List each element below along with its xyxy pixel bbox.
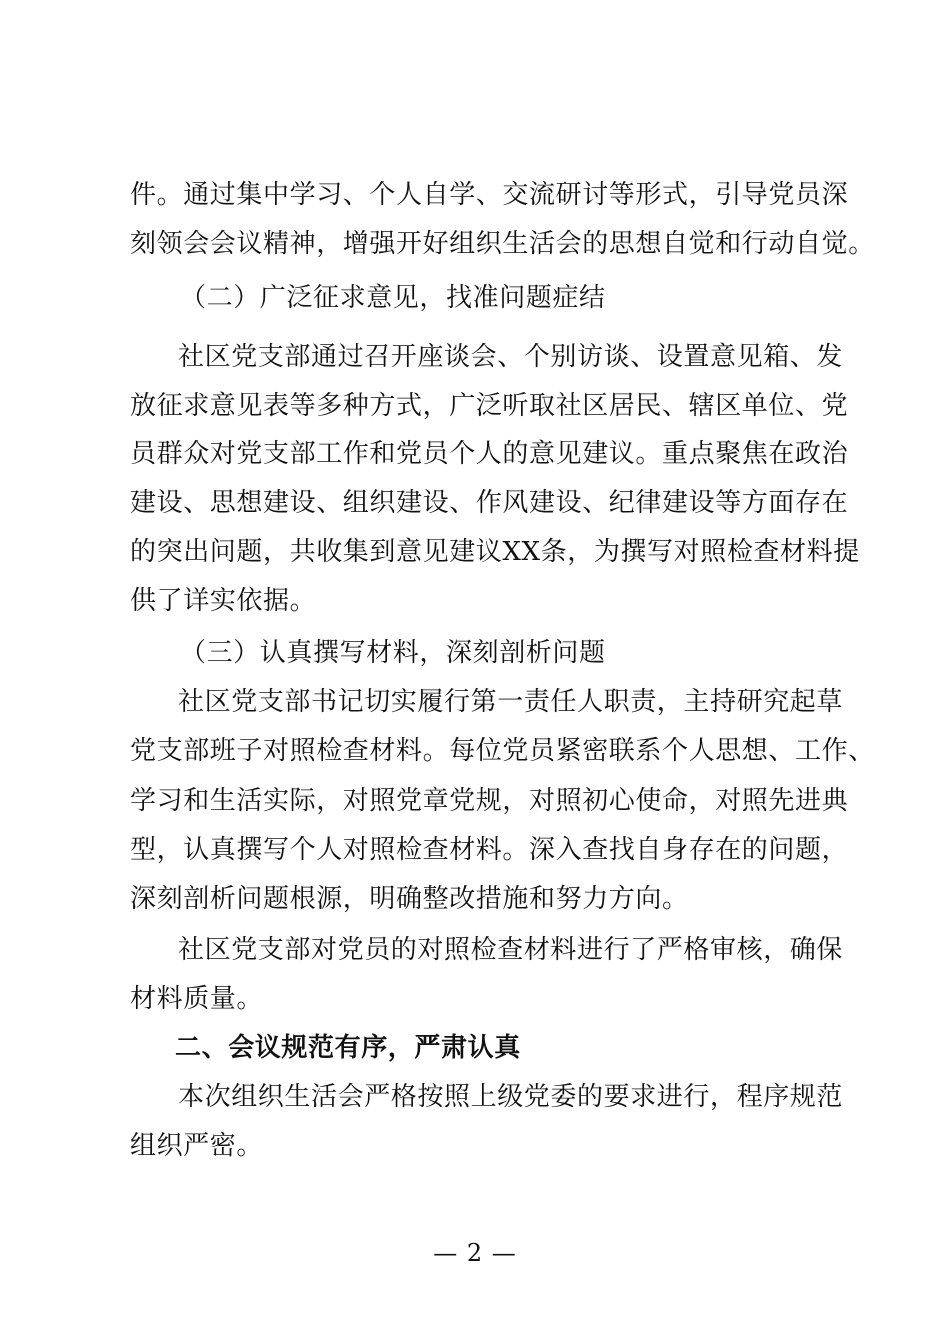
paragraph-line: 社区党支部对党员的对照检查材料进行了严格审核，确保 [178, 935, 844, 965]
paragraph-line: 材料质量。 [130, 984, 264, 1014]
paragraph-line: 的突出问题，共收集到意见建议XX条，为撰写对照检查材料提 [130, 537, 860, 567]
page-number: — 2 — [433, 1239, 517, 1267]
paragraph-line: 本次组织生活会严格按照上级党委的要求进行，程序规范 [178, 1082, 844, 1112]
paragraph-line: 社区党支部通过召开座谈会、个别访谈、设置意见箱、发 [178, 342, 844, 372]
paragraph-line: 件。通过集中学习、个人自学、交流研讨等形式，引导党员深 [130, 180, 849, 210]
paragraph-line: 深刻剖析问题根源，明确整改措施和努力方向。 [130, 884, 689, 914]
paragraph-line: 放征求意见表等多种方式，广泛听取社区居民、辖区单位、党 [130, 391, 849, 421]
paragraph-line: 社区党支部书记切实履行第一责任人职责，主持研究起草 [178, 687, 844, 717]
paragraph-line: 党支部班子对照检查材料。每位党员紧密联系个人思想、工作、 [130, 736, 875, 766]
chapter-heading: 二、会议规范有序，严肃认真 [175, 1033, 521, 1063]
section-heading: （三）认真撰写材料，深刻剖析问题 [180, 638, 606, 668]
paragraph-line: 供了详实依据。 [130, 586, 317, 616]
paragraph-line: 型，认真撰写个人对照检查材料。深入查找自身存在的问题， [130, 835, 849, 865]
section-heading: （二）广泛征求意见，找准问题症结 [180, 283, 606, 313]
paragraph-line: 组织严密。 [130, 1131, 264, 1161]
paragraph-line: 学习和生活实际，对照党章党规，对照初心使命，对照先进典 [130, 786, 849, 816]
paragraph-line: 员群众对党支部工作和党员个人的意见建议。重点聚焦在政治 [130, 439, 849, 469]
paragraph-line: 建设、思想建设、组织建设、作风建设、纪律建设等方面存在 [130, 488, 849, 518]
paragraph-line: 刻领会会议精神，增强开好组织生活会的思想自觉和行动自觉。 [130, 229, 875, 259]
